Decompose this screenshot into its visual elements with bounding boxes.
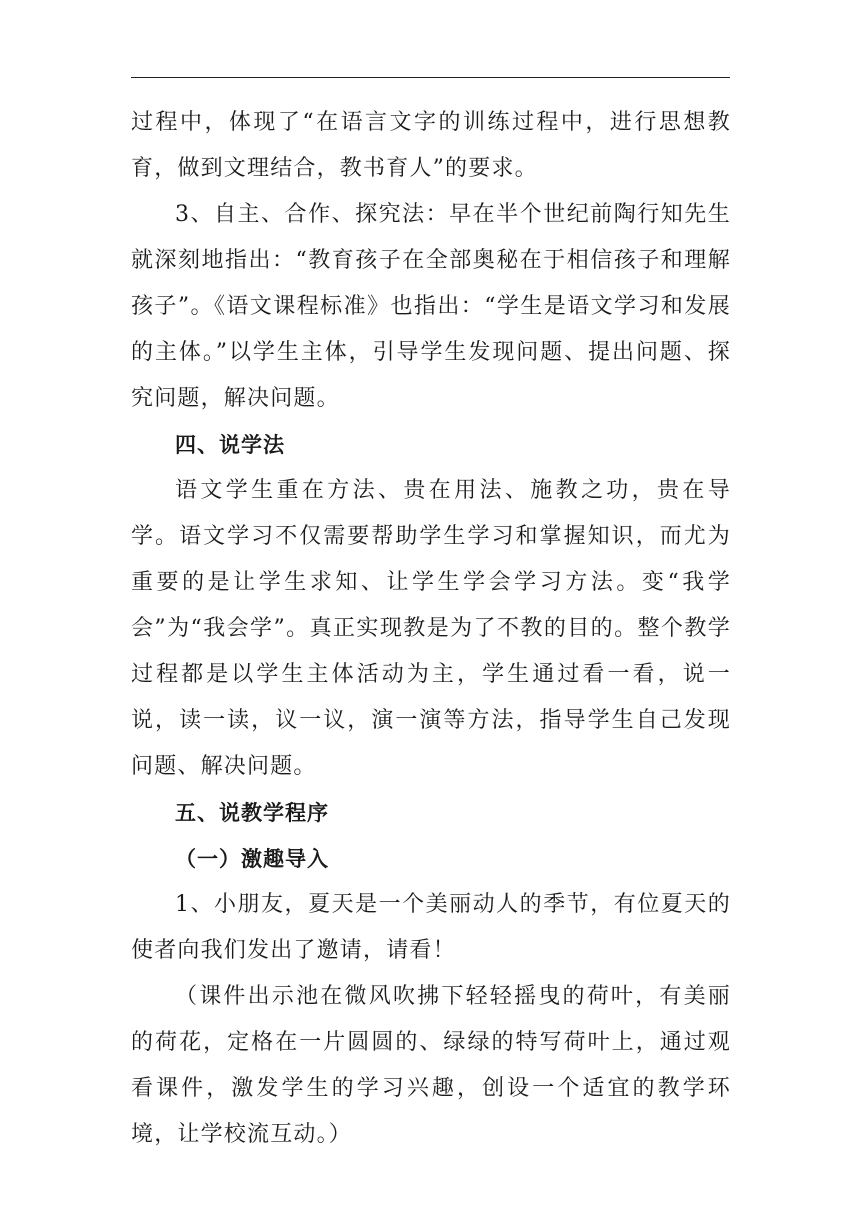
section-heading-learning-method: 四、说学法 bbox=[175, 433, 285, 457]
subsection-heading-introduction: （一）激趣导入 bbox=[175, 847, 329, 871]
section-heading-teaching-procedure: 五、说教学程序 bbox=[175, 801, 329, 825]
paragraph-method-3: 3、自主、合作、探究法：早在半个世纪前陶行知先生就深刻地指出：“教育孩子在全部奥秘在于相信孩子和理解孩子”。《语文课程标准》也指出：“学生是语文学习和发展的主体。”以学生主体，引导学生发现问题、提出问题、探究问题，解决问题。 bbox=[131, 202, 731, 411]
document-body bbox=[131, 100, 731, 1158]
paragraph-step-1: 1、小朋友，夏天是一个美丽动人的季节，有位夏天的使者向我们发出了邀请，请看！ bbox=[131, 892, 731, 963]
paragraph-continuation: 过程中，体现了“在语言文字的训练过程中，进行思想教育，做到文理结合，教书育人”的要求。 bbox=[131, 110, 731, 181]
header-rule bbox=[131, 77, 730, 78]
paragraph-learning-method: 语文学生重在方法、贵在用法、施教之功，贵在导学。语文学习不仅需要帮助学生学习和掌握知识，而尤为重要的是让学生求知、让学生学会学习方法。变“我学会”为“我会学”。真正实现教是为了不教的目的。整个教学过程都是以学生主体活动为主，学生通过看一看，说一说，读一读，议一议，演一演等方法，指导学生自己发现问题、解决问题。 bbox=[131, 478, 731, 779]
paragraph-courseware-note: （课件出示池在微风吹拂下轻轻摇曳的荷叶，有美丽的荷花，定格在一片圆圆的、绿绿的特写荷叶上，通过观看课件，激发学生的学习兴趣，创设一个适宜的教学环境，让学校流互动。） bbox=[131, 984, 731, 1147]
